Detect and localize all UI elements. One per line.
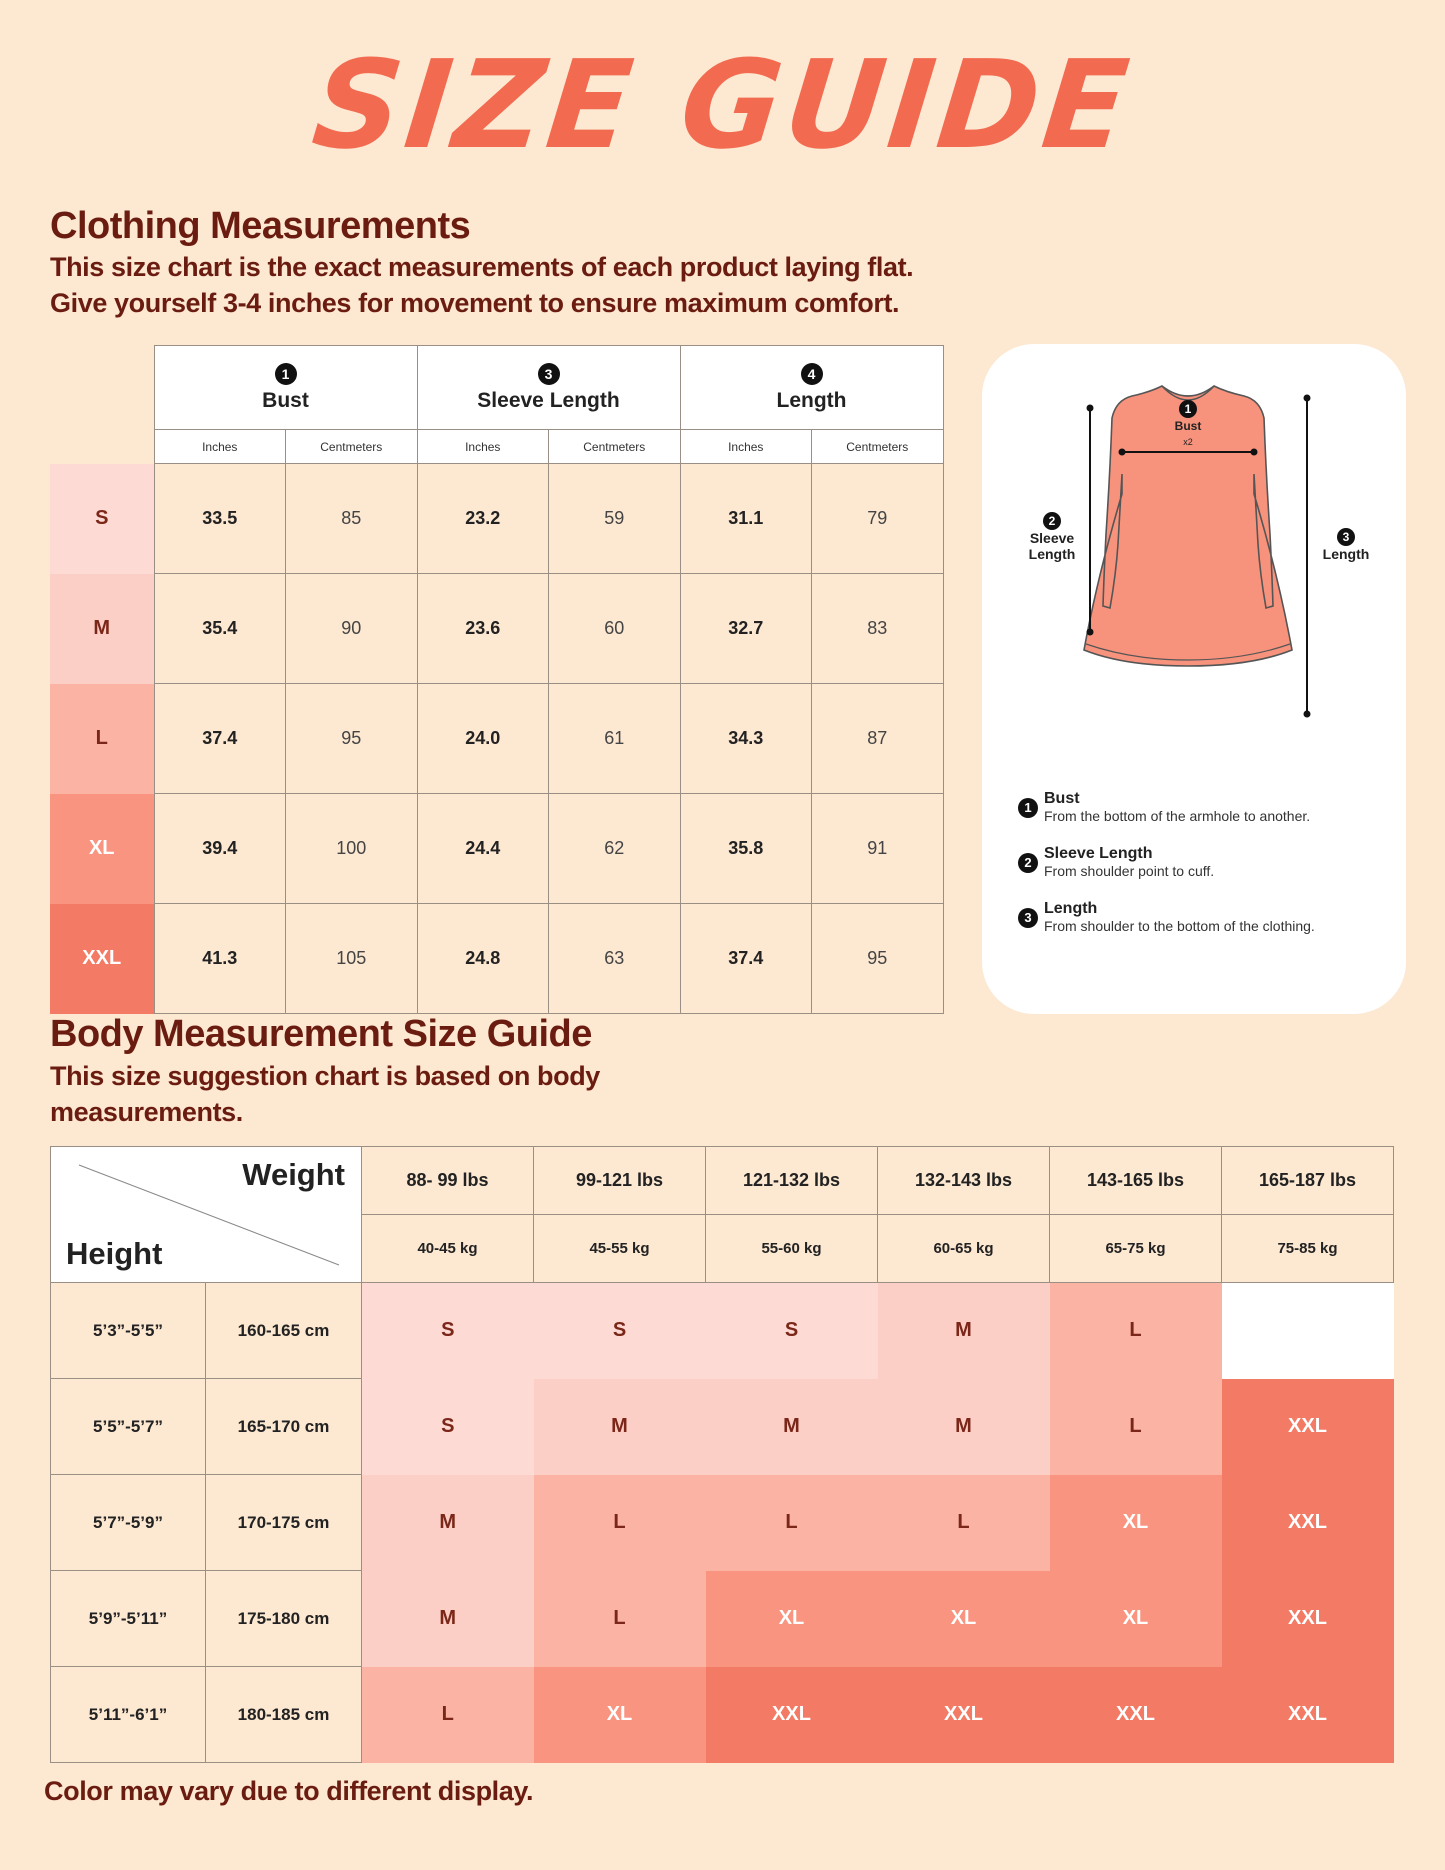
number-badge: 3 [1018, 908, 1038, 928]
size-cell: M [534, 1379, 706, 1475]
value-inches: 23.6 [417, 574, 549, 684]
unit-header: Centmeters [812, 430, 944, 464]
weight-lbs: 165-187 lbs [1222, 1147, 1394, 1215]
weight-lbs: 88- 99 lbs [362, 1147, 534, 1215]
table-row [51, 1283, 1394, 1379]
header-bust [154, 346, 417, 430]
value-cm: 60 [549, 574, 681, 684]
size-cell: L [1050, 1283, 1222, 1379]
bust-dot-right [1251, 449, 1258, 456]
value-inches: 34.3 [680, 684, 812, 794]
size-cell: L [1050, 1379, 1222, 1475]
value-cm: 91 [812, 794, 944, 904]
unit-header: Inches [417, 430, 549, 464]
unit-header: Inches [154, 430, 286, 464]
unit-header: Centmeters [549, 430, 681, 464]
size-cell: L [534, 1571, 706, 1667]
value-cm: 105 [286, 904, 418, 1014]
value-cm: 79 [812, 464, 944, 574]
bust-text: Bust [1174, 419, 1202, 433]
footer-note: Color may vary due to different display. [44, 1776, 534, 1806]
weight-lbs: 132-143 lbs [878, 1147, 1050, 1215]
value-cm: 95 [812, 904, 944, 1014]
clothing-desc-1: This size chart is the exact measurements of each product laying flat. [50, 252, 914, 282]
height-cm: 165-170 cm [206, 1379, 362, 1475]
weight-kg: 65-75 kg [1050, 1215, 1222, 1283]
unit-header: Centmeters [286, 430, 418, 464]
corner-blank [50, 346, 154, 430]
value-inches: 37.4 [154, 684, 286, 794]
number-badge: 3 [1337, 528, 1355, 546]
height-ft: 5’5”-5’7” [51, 1379, 206, 1475]
size-cell: XL [706, 1571, 878, 1667]
sleeve-dot-bottom [1087, 629, 1094, 636]
body-heading: Body Measurement Size Guide [50, 1013, 592, 1055]
sleeve-diagram-label [1022, 512, 1082, 562]
value-inches: 41.3 [154, 904, 286, 1014]
weight-lbs: 143-165 lbs [1050, 1147, 1222, 1215]
size-cell: XXL [1222, 1475, 1394, 1571]
size-cell: M [362, 1475, 534, 1571]
value-inches: 24.8 [417, 904, 549, 1014]
size-cell: L [534, 1475, 706, 1571]
corner-blank [50, 430, 154, 464]
size-cell: L [362, 1667, 534, 1763]
sleeve-text-1: Sleeve [1029, 530, 1075, 546]
body-measurement-table [50, 1146, 1394, 1763]
size-label: XL [50, 794, 154, 904]
legend-title: Bust [1044, 790, 1080, 807]
height-ft: 5’9”-5’11” [51, 1571, 206, 1667]
header-label: Sleeve Length [477, 388, 620, 412]
size-cell: XL [1050, 1475, 1222, 1571]
length-dot-bottom [1304, 711, 1311, 718]
length-text: Length [1322, 546, 1370, 562]
height-label: Height [66, 1236, 163, 1271]
length-diagram-label [1312, 528, 1380, 562]
value-inches: 37.4 [680, 904, 812, 1014]
table-row [51, 1379, 1394, 1475]
height-cm: 180-185 cm [206, 1667, 362, 1763]
value-inches: 24.4 [417, 794, 549, 904]
value-cm: 59 [549, 464, 681, 574]
clothing-desc-2: Give yourself 3-4 inches for movement to ensure maximum comfort. [50, 288, 900, 318]
number-badge: 1 [1179, 400, 1197, 418]
header-length [680, 346, 943, 430]
weight-label: Weight [242, 1157, 345, 1192]
value-cm: 85 [286, 464, 418, 574]
weight-kg: 40-45 kg [362, 1215, 534, 1283]
bust-x2: x2 [1183, 437, 1193, 447]
value-cm: 95 [286, 684, 418, 794]
table-row [50, 574, 943, 684]
number-badge: 4 [801, 363, 823, 385]
height-cm: 175-180 cm [206, 1571, 362, 1667]
value-cm: 61 [549, 684, 681, 794]
size-cell: XXL [1050, 1667, 1222, 1763]
table-row [50, 464, 943, 574]
size-cell: XXL [706, 1667, 878, 1763]
number-badge: 1 [1018, 798, 1038, 818]
weight-kg: 60-65 kg [878, 1215, 1050, 1283]
header-label: Bust [262, 388, 309, 412]
size-cell: XL [878, 1571, 1050, 1667]
value-inches: 35.4 [154, 574, 286, 684]
value-cm: 63 [549, 904, 681, 1014]
size-label: S [50, 464, 154, 574]
height-cm: 160-165 cm [206, 1283, 362, 1379]
size-cell: M [706, 1379, 878, 1475]
table-row [51, 1475, 1394, 1571]
number-badge: 2 [1018, 853, 1038, 873]
value-inches: 32.7 [680, 574, 812, 684]
size-cell: S [534, 1283, 706, 1379]
page-title: SIZE GUIDE [306, 34, 1139, 176]
legend-desc: From the bottom of the armhole to another. [1044, 808, 1311, 824]
weight-kg: 45-55 kg [534, 1215, 706, 1283]
value-inches: 24.0 [417, 684, 549, 794]
legend-title: Sleeve Length [1044, 845, 1153, 862]
value-inches: 23.2 [417, 464, 549, 574]
size-cell: M [878, 1379, 1050, 1475]
size-cell: XXL [1222, 1571, 1394, 1667]
value-cm: 83 [812, 574, 944, 684]
height-ft: 5’11”-6’1” [51, 1667, 206, 1763]
weight-kg: 55-60 kg [706, 1215, 878, 1283]
diagram-card [982, 344, 1406, 1014]
legend-desc: From shoulder to the bottom of the clothing. [1044, 918, 1315, 934]
size-cell: S [362, 1283, 534, 1379]
size-cell: XXL [1222, 1379, 1394, 1475]
size-cell: S [362, 1379, 534, 1475]
size-cell: XL [534, 1667, 706, 1763]
clothing-measurement-table [50, 345, 944, 1014]
size-cell: S [706, 1283, 878, 1379]
bust-diagram-label [1169, 400, 1207, 449]
table-row [51, 1571, 1394, 1667]
weight-lbs: 99-121 lbs [534, 1147, 706, 1215]
table-row [50, 684, 943, 794]
size-cell: L [878, 1475, 1050, 1571]
size-cell: XXL [1222, 1667, 1394, 1763]
sleeve-dot-top [1087, 405, 1094, 412]
weight-height-corner [51, 1147, 362, 1283]
height-ft: 5’3”-5’5” [51, 1283, 206, 1379]
size-cell: L [706, 1475, 878, 1571]
body-desc-1: This size suggestion chart is based on body [50, 1061, 600, 1091]
size-cell: XXL [878, 1667, 1050, 1763]
sleeve-text-2: Length [1028, 546, 1076, 562]
number-badge: 1 [275, 363, 297, 385]
body-desc-2: measurements. [50, 1097, 243, 1127]
table-row [51, 1667, 1394, 1763]
header-sleeve-length [417, 346, 680, 430]
value-inches: 31.1 [680, 464, 812, 574]
clothing-heading: Clothing Measurements [50, 205, 471, 247]
header-label: Length [776, 388, 847, 412]
number-badge: 3 [538, 363, 560, 385]
value-inches: 33.5 [154, 464, 286, 574]
value-cm: 90 [286, 574, 418, 684]
value-inches: 35.8 [680, 794, 812, 904]
value-cm: 100 [286, 794, 418, 904]
weight-lbs: 121-132 lbs [706, 1147, 878, 1215]
table-row [50, 794, 943, 904]
length-dot-top [1304, 395, 1311, 402]
legend-title: Length [1044, 900, 1098, 917]
weight-kg: 75-85 kg [1222, 1215, 1394, 1283]
value-inches: 39.4 [154, 794, 286, 904]
value-cm: 62 [549, 794, 681, 904]
size-cell: XL [1050, 1571, 1222, 1667]
bust-dot-left [1119, 449, 1126, 456]
value-cm: 87 [812, 684, 944, 794]
number-badge: 2 [1043, 512, 1061, 530]
size-label: L [50, 684, 154, 794]
height-cm: 170-175 cm [206, 1475, 362, 1571]
size-cell: M [878, 1283, 1050, 1379]
size-label: XXL [50, 904, 154, 1014]
unit-header: Inches [680, 430, 812, 464]
height-ft: 5’7”-5’9” [51, 1475, 206, 1571]
size-cell [1222, 1283, 1394, 1379]
legend-desc: From shoulder point to cuff. [1044, 863, 1215, 879]
table-row [50, 904, 943, 1014]
size-label: M [50, 574, 154, 684]
size-cell: M [362, 1571, 534, 1667]
